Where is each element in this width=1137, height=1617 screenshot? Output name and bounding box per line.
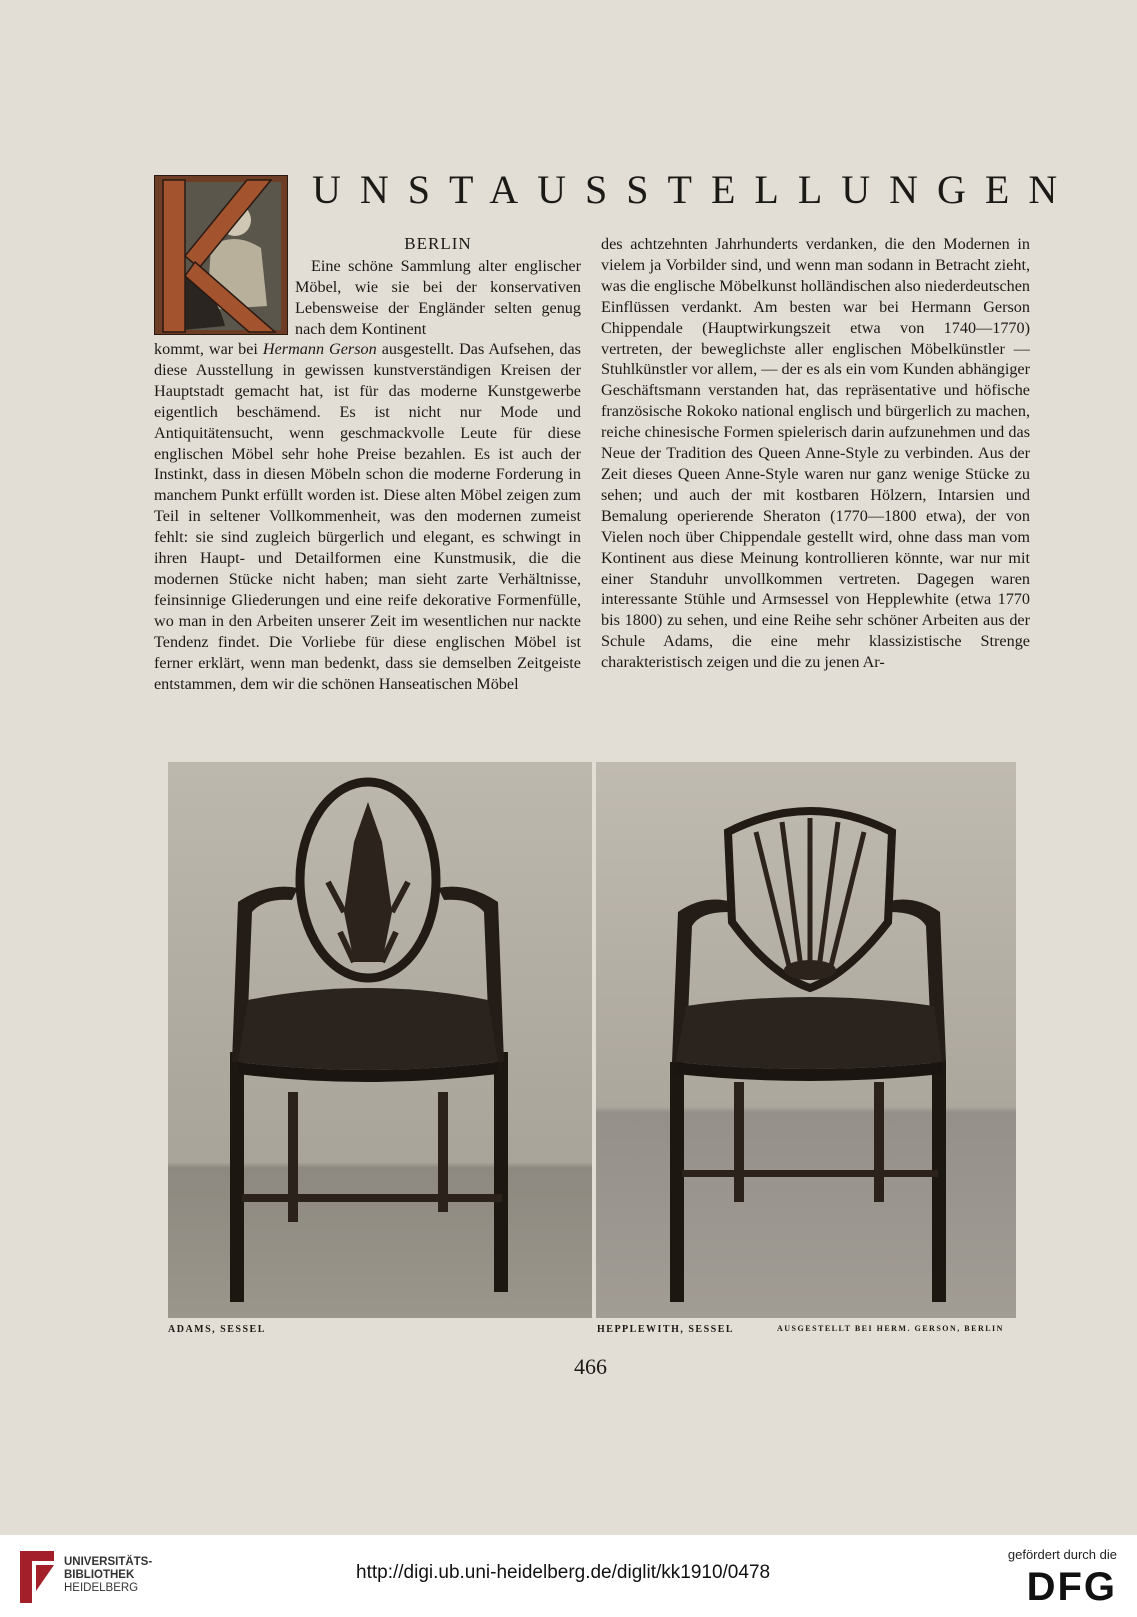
- library-logo-icon: [14, 1545, 60, 1611]
- page-number: 466: [574, 1354, 607, 1379]
- adams-chair-image: [168, 762, 592, 1318]
- section-title-berlin: BERLIN: [404, 234, 472, 253]
- column-2: des achtzehnten Jahrhunderts verdanken, die den Modernen in vielem ja Vorbilder sind, und wenn man sodann in Betracht zieht, was die englische Möbelkunst holländischen also niederdeutschen Einflüssen verdankt. Am besten war bei Hermann Gerson Chippendale (Hauptwirkungszeit etwa von 1740—1770) vertreten, der beweglichste aller englischen Möbelkünstler — Stuhlkünstler vor allem, — der es als ein vom Kunden abhängiger Geschäftsmann verstanden hat, das repräsentative und höfische französische Rokoko national englisch und bürgerlich zu machen, reiche chinesische Formen spielerisch darin aufzunehmen und das Neue der Tradition des Queen Anne-Style zu verbinden. Aus der Zeit dieses Queen Anne-Style waren nur ganz wenige Stücke zu sehen; und auch der mit kostbaren Hölzern, Intarsien und Bemalung operierende Sheraton (1770—1800 etwa), der von Vielen noch über Chippendale gestellt wird, ohne dass man vom Kontinent aus diese Meinung kontrollieren könnte, war nur mit einer Standuhr unvollkommen vertreten. Dagegen waren interessante Stühle und Armsessel von Hepplewhite (etwa 1770 bis 1800) zu sehen, und eine Reihe sehr schöner Arbeiten aus der Schule Adams, die eine mehr klassizistische Strenge charakteristisch zeigen und die zu jenen Ar-: [601, 235, 1030, 672]
- name-hermann-gerson: Hermann Gerson: [262, 340, 377, 358]
- library-name: UNIVERSITÄTS- BIBLIOTHEK HEIDELBERG: [64, 1556, 153, 1594]
- caption-hepplewith: HEPPLEWITH, SESSEL: [597, 1324, 735, 1335]
- caption-adams: ADAMS, SESSEL: [168, 1324, 266, 1335]
- paragraph-text: kommt, war bei: [154, 340, 263, 358]
- funded-by-label: gefördert durch die: [1007, 1547, 1117, 1562]
- initial-k-illustration: [155, 176, 288, 335]
- dfg-logo: DFG: [1026, 1565, 1117, 1609]
- decorative-initial-k: [154, 175, 288, 335]
- column-1: [154, 339, 581, 694]
- paragraph-intro: Eine schöne Sammlung alter englischer Möbel, wie sie bei der konservativen Lebensweise der Engländer selten genug nach dem Kontinent: [295, 256, 581, 338]
- caption-exhibited: AUSGESTELLT BEI HERM. GERSON, BERLIN: [777, 1324, 1004, 1333]
- footer-bar: [0, 1535, 1137, 1617]
- article-heading: UNSTAUSSTELLUNGEN: [312, 167, 1077, 212]
- photo-adams-chair: [168, 762, 592, 1318]
- photo-hepplewhite-chair: [596, 762, 1016, 1318]
- column-1-top: [295, 234, 581, 340]
- hepplewhite-chair-image: [596, 762, 1016, 1318]
- permalink-url[interactable]: http://digi.ub.uni-heidelberg.de/diglit/kk1910/0478: [356, 1562, 771, 1583]
- paragraph-text-cont: ausgestellt. Das Aufsehen, das diese Ausstellung in gewissen kunstverständigen Kreisen der Hauptstadt gemacht hat, ist für das moderne Kunstgewerbe eigentlich beschämend. Es ist nicht nur Mode und Antiquitätensucht, wenn geschmackvolle Leute für diese englischen Möbel sehr hohe Preise bezahlen. Es ist auch der Instinkt, dass in diesen Möbeln schon die moderne Forderung in manchem Punkt erfüllt worden ist. Diese alten Möbel zeigen zum Teil in seltener Vollkommenheit, was den modernen zumeist fehlt: sie sind zugleich bürgerlich und elegant, es schwingt in ihren Haupt- und Detailformen eine Kunstmusik, die die modernen Stücke nicht haben; man sieht zarte Verhältnisse, feinsinnige Gliederungen und eine reife dekorative Formenfülle, wo man in den Arbeiten unserer Zeit im wesentlichen nur nackte Tendenz findet. Die Vorliebe für diese englischen Möbel ist ferner erklärt, wenn man bedenkt, dass sie demselben Zeitgeiste entstammen, dem wir die schönen Hanseatischen Möbel: [154, 340, 581, 693]
